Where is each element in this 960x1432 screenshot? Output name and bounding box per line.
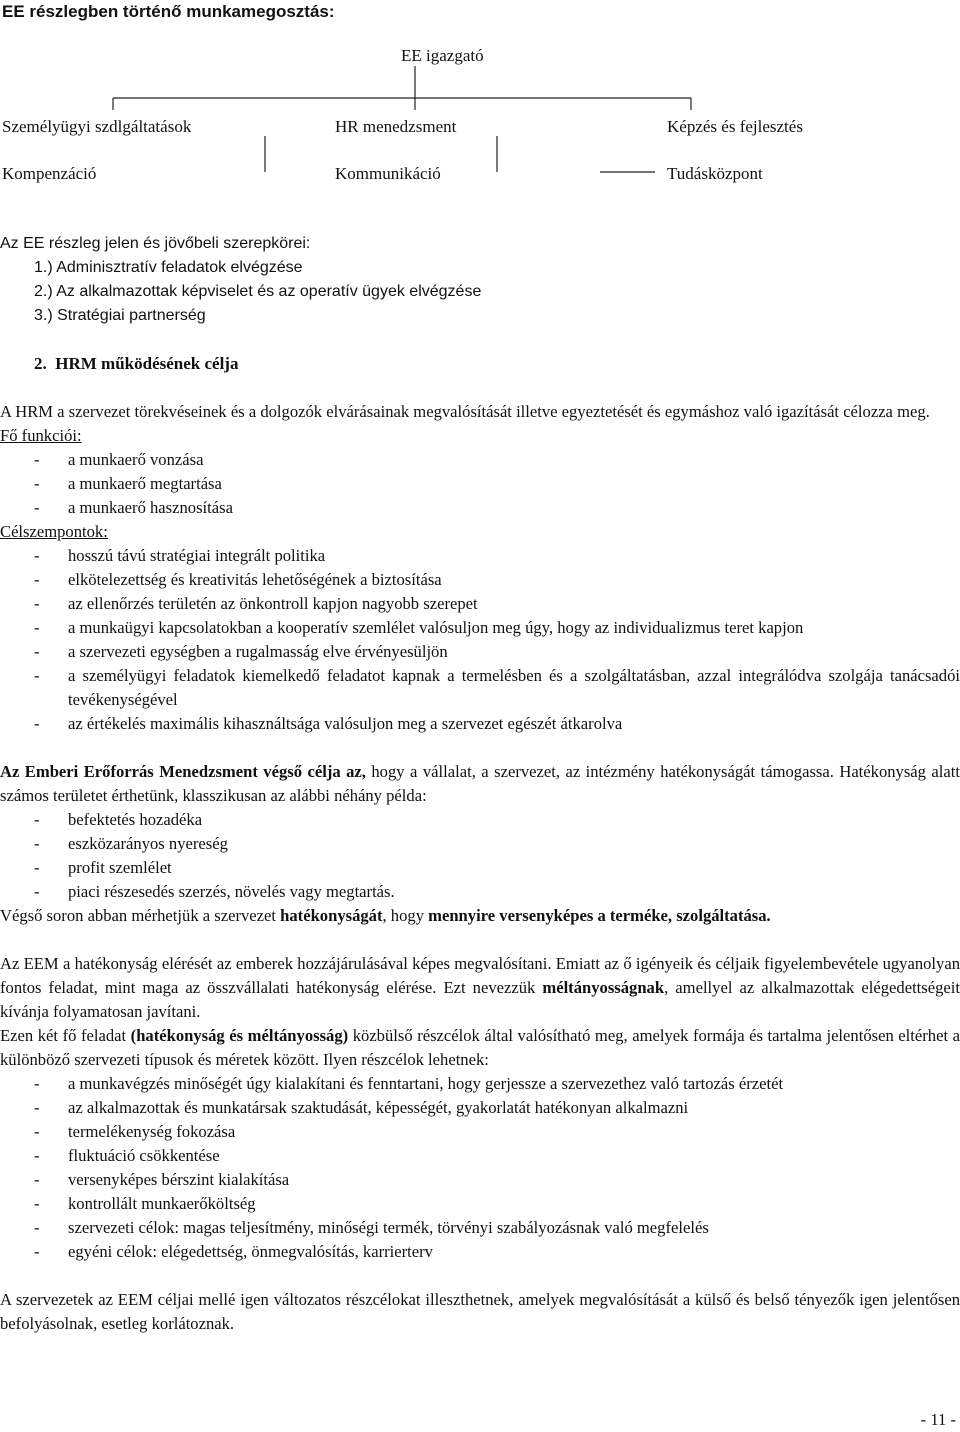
list-item: [0, 1216, 960, 1240]
dash-marker: -: [34, 1122, 40, 1141]
org-left-top: Személyügyi szdlgáltatások: [2, 117, 192, 136]
dash-marker: -: [34, 858, 40, 877]
list-item: [0, 880, 960, 904]
eem-subgoals-paragraph: [0, 1024, 960, 1072]
eem-equity-paragraph: [0, 952, 960, 1024]
list-item-text: elkötelezettség és kreativitás lehetőségének a biztosítása: [68, 570, 442, 589]
list-item-text: egyéni célok: elégedettség, önmegvalósítás, karrierterv: [68, 1242, 433, 1261]
page-heading: EE részlegben történő munkamegosztás:: [2, 2, 335, 21]
dash-marker: -: [34, 1218, 40, 1237]
closing-paragraph: A szervezetek az EEM céljai mellé igen változatos részcélokat illeszthetnek, amelyek megvalósítását a külső és belső tényezők igen jelentősen befolyásolnak, esetleg korlátoznak.: [0, 1290, 960, 1333]
org-middle-bottom: Kommunikáció: [335, 164, 441, 183]
list-item-text: a munkavégzés minőségét úgy kialakítani és fenntartani, hogy gerjessze a szervezethez való tartozás érzetét: [68, 1074, 784, 1093]
section-heading: [34, 352, 238, 376]
list-item-text: befektetés hozadéka: [68, 810, 203, 829]
list-item-text: a munkaerő vonzása: [68, 450, 204, 469]
hrm-intro-paragraph: A HRM a szervezet törekvéseinek és a dolgozók elvárásainak megvalósítását illetve egyeztetését és egymáshoz való igazítását célozza meg.: [0, 402, 930, 421]
list-item: [0, 1168, 960, 1192]
dash-marker: -: [34, 618, 40, 637]
dash-marker: -: [34, 594, 40, 613]
dash-marker: -: [34, 474, 40, 493]
final-measure-paragraph: [0, 904, 960, 928]
text-run: , amellyel az alkalmazottak elégedettségeit kívánja folyamatosan javítani.: [0, 978, 960, 1021]
org-right-top: Képzés és fejlesztés: [667, 117, 803, 136]
list-item-text: a munkaerő megtartása: [68, 474, 222, 493]
list-item: [0, 568, 960, 592]
list-item: [0, 640, 960, 664]
roles-list: [0, 256, 960, 328]
list-item-text: piaci részesedés szerzés, növelés vagy megtartás.: [68, 882, 395, 901]
dash-marker: -: [34, 570, 40, 589]
dash-marker: -: [34, 834, 40, 853]
list-item: [0, 1192, 960, 1216]
list-item-text: a szervezeti egységben a rugalmasság elve érvényesüljön: [68, 642, 448, 661]
dash-marker: -: [34, 498, 40, 517]
text-run: Ezen két fő feladat: [0, 1026, 131, 1045]
dash-marker: -: [34, 1194, 40, 1213]
list-item-text: a személyügyi feladatok kiemelkedő feladatot kapnak a termelésben és a szolgáltatásban, azzal integrálódva szolgája tanácsadói tevékenységével: [68, 666, 960, 709]
list-item: [0, 472, 960, 496]
efficiency-examples-list: [0, 808, 960, 904]
dash-marker: -: [34, 642, 40, 661]
dash-marker: -: [34, 450, 40, 469]
list-item: [0, 1120, 960, 1144]
text-run: Végső soron abban mérhetjük a szervezet: [0, 906, 281, 925]
org-right-bottom: Tudásközpont: [667, 164, 763, 183]
objectives-list: [0, 544, 960, 736]
section-title: HRM működésének célja: [55, 354, 239, 373]
text-run: Az EEM a hatékonyság elérését az emberek hozzájárulásával képes megvalósítani. Emiatt az ő igényeik és céljaik figyelembevétele ugyanolyan fontos feladat, mint maga az összvállalati hatékonyság elérése. Ezt nevezzük: [0, 954, 960, 997]
list-item: [0, 712, 960, 736]
dash-marker: -: [34, 810, 40, 829]
list-item-text: eszközarányos nyereség: [68, 834, 228, 853]
org-left-bottom: Kompenzáció: [2, 164, 97, 183]
bold-run: hatékonyságát: [280, 906, 383, 925]
dash-marker: -: [34, 882, 40, 901]
dash-marker: -: [34, 1242, 40, 1261]
text-run: , hogy: [382, 906, 429, 925]
dash-marker: -: [34, 1146, 40, 1165]
bold-run: (hatékonyság és méltányosság): [130, 1026, 349, 1045]
text-run: közbülső részcélok által valósítható meg, amelyek formája és tartalma jelentősen eltérhet a különböző szervezeti típusok és méretek között. Ilyen részcélok lehetnek:: [0, 1026, 960, 1069]
dash-marker: -: [34, 666, 40, 685]
list-item: [0, 808, 960, 832]
list-item-text: termelékenység fokozása: [68, 1122, 236, 1141]
list-item-text: fluktuáció csökkentése: [68, 1146, 220, 1165]
list-item: [0, 616, 960, 640]
objectives-label: Célszempontok:: [0, 522, 108, 541]
list-item: [0, 1240, 960, 1264]
list-item: [0, 592, 960, 616]
list-item-text: kontrollált munkaerőköltség: [68, 1194, 256, 1213]
list-item-text: a munkaügyi kapcsolatokban a kooperatív szemlélet valósuljon meg úgy, hogy az individualizmus teret kapjon: [68, 618, 804, 637]
list-item-text: hosszú távú stratégiai integrált politika: [68, 546, 326, 565]
list-item-text: az értékelés maximális kihasználtsága valósuljon meg a szervezet egészét átkarolva: [68, 714, 623, 733]
section-number: 2.: [34, 354, 47, 373]
list-item: [0, 544, 960, 568]
dash-marker: -: [34, 546, 40, 565]
org-middle-top: HR menedzsment: [335, 117, 457, 136]
functions-label: Fő funkciói:: [0, 426, 82, 445]
bold-run: méltányosságnak: [542, 978, 665, 997]
roles-intro: Az EE részleg jelen és jövőbeli szerepkörei:: [0, 235, 311, 252]
list-item: [0, 856, 960, 880]
dash-marker: -: [34, 714, 40, 733]
goal-bold-lead: Az Emberi Erőforrás Menedzsment végső célja az,: [0, 762, 366, 781]
list-item-text: szervezeti célok: magas teljesítmény, minőségi termék, törvényi szabályozásnak való megfelelés: [68, 1218, 709, 1237]
roles-section: [0, 232, 960, 328]
roles-item: 2.) Az alkalmazottak képviselet és az operatív ügyek elvégzése: [34, 283, 482, 300]
dash-marker: -: [34, 1074, 40, 1093]
list-item-text: az alkalmazottak és munkatársak szaktudását, képességét, gyakorlatát hatékonyan alkalmazni: [68, 1098, 689, 1117]
list-item-text: profit szemlélet: [68, 858, 172, 877]
list-item: [0, 1072, 960, 1096]
list-item-text: a munkaerő hasznosítása: [68, 498, 233, 517]
main-body: [0, 400, 960, 1336]
subgoals-list: [0, 1072, 960, 1264]
list-item: [0, 832, 960, 856]
list-item: [0, 448, 960, 472]
roles-item: 1.) Adminisztratív feladatok elvégzése: [34, 259, 303, 276]
org-root-director: EE igazgató: [401, 46, 484, 65]
list-item: [0, 1096, 960, 1120]
list-item: [0, 664, 960, 712]
goal-paragraph: [0, 760, 960, 808]
list-item-text: versenyképes bérszint kialakítása: [68, 1170, 290, 1189]
list-item: [0, 1144, 960, 1168]
bold-run: mennyire versenyképes a terméke, szolgáltatása.: [428, 906, 771, 925]
goal-rest: hogy a vállalat, a szervezet, az intézmény hatékonyságát támogassa. Hatékonyság alatt számos területet érthetünk, klasszikusan az alábbi néhány példa:: [0, 762, 960, 805]
list-item: [0, 496, 960, 520]
dash-marker: -: [34, 1170, 40, 1189]
dash-marker: -: [34, 1098, 40, 1117]
list-item-text: az ellenőrzés területén az önkontroll kapjon nagyobb szerepet: [68, 594, 478, 613]
org-chart-lines: [0, 0, 960, 200]
page-number: - 11 -: [920, 1410, 956, 1429]
functions-list: [0, 448, 960, 520]
roles-item: 3.) Stratégiai partnerség: [34, 307, 206, 324]
